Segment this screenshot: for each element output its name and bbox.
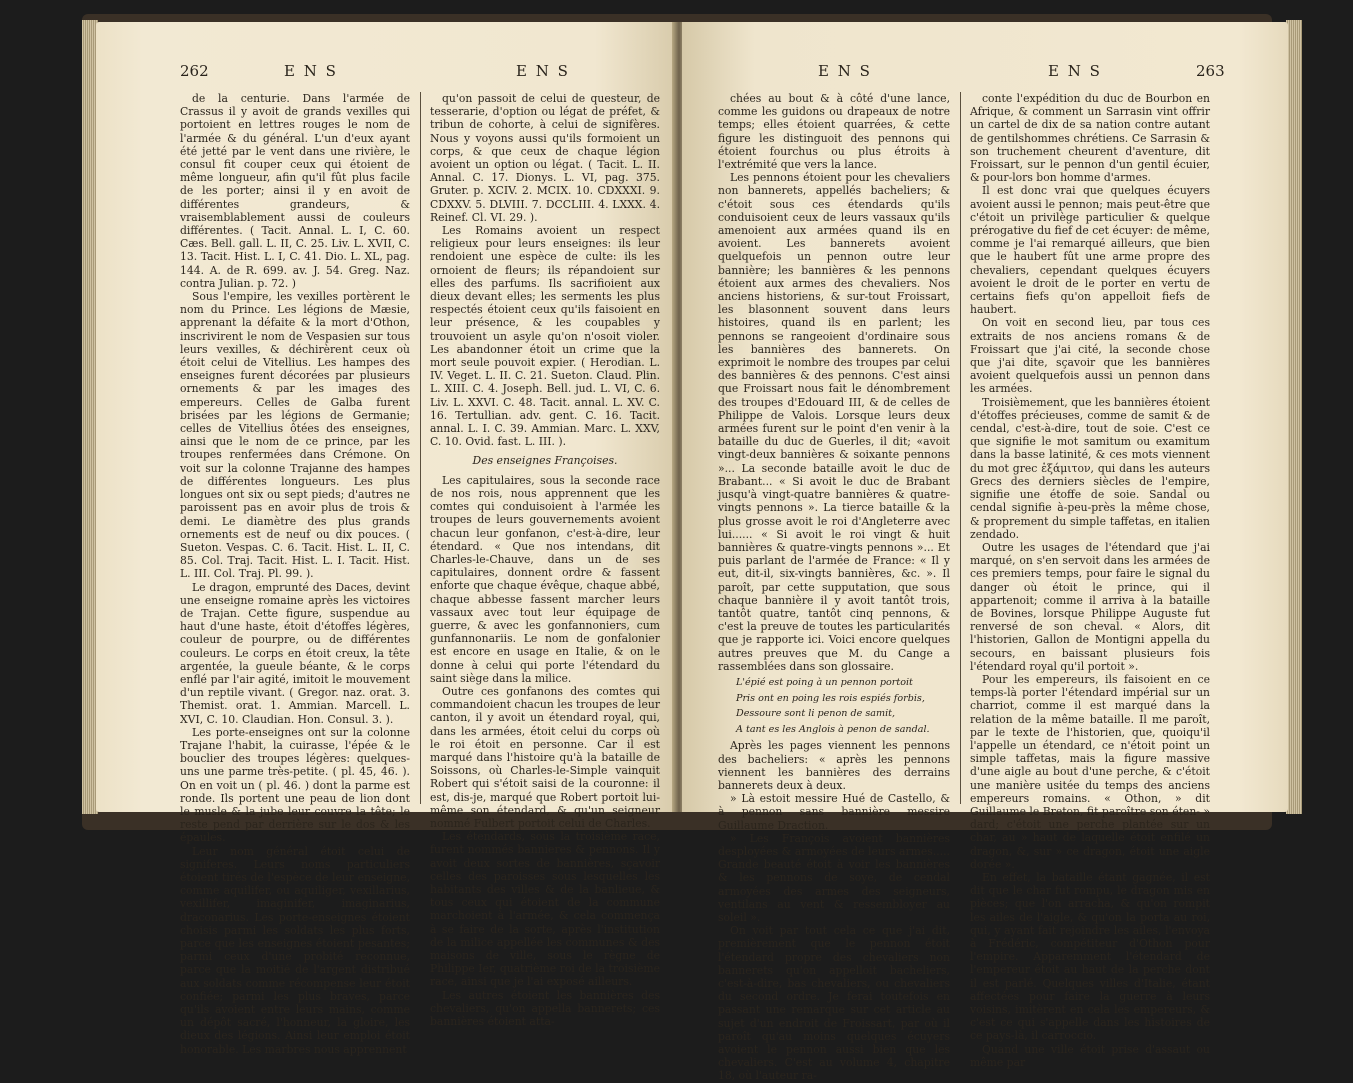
paragraph: Les autres étoient les bannières des chevaliers, qu'on appella bannerets; ces bannières étoient atta- bbox=[430, 988, 660, 1029]
paragraph: Il est donc vrai que quelques écuyers avoient aussi le pennon; mais peut-être que c'étoit un privilège particulier & quelque prérogative du fief de cet écuyer: de même, comme je l'ai remarqué ailleurs, que bien que le haubert fût une arme propre des chevaliers, cependant quelques écuyers avoient le droit de le porter en vertu de certains fiefs qu'on appelloit fiefs de haubert. bbox=[970, 184, 1210, 317]
paragraph: On voit par tout cela ce que j'ai dit, premièrement que le pennon étoit l'étendard propre des chevaliers non bannerets qu'on appelloit bacheliers, c'est-à-dire, bas chevaliers, ou chevaliers du second ordre. Je ferai toutefois en passant une remarque sur cet article au sujet d'un endroit de Froissart, par où il paroît qu'au moins quelques écuyers avoient le pennon aussi bien que les chevaliers. C'est au volume 4, chapitre 18, où l'auteur ra- bbox=[718, 924, 950, 1083]
paragraph: On voit en second lieu, par tous ces extraits de nos anciens romans & de Froissart que j'ai cité, la seconde chose que j'ai dite, sçavoir que les bannières avoient quelquefois aussi un pennon dans les armées. bbox=[970, 316, 1210, 396]
paragraph: Les étendards, sous la troisième race, furent nommés bannieres & pennons. Il y avoit deux sortes de bannières, sçavoir celles des paroisses sous lesquelles les habitants des villes & de la banlieue, & tous ceux qui étoient de la commune marchoient à l'armée, & cela commença à se faire de la sorte, après l'institution de la milice appellée les communes & des maisons de ville, sous le règne de Philippe Ier, quatrième roi de la troisième race, ainsi que je l'ai exposé ailleurs. bbox=[430, 830, 660, 989]
verse-line: Dessoure sont li penon de samit, bbox=[736, 708, 896, 720]
right-page-edges bbox=[1286, 20, 1302, 814]
left-head-word-2: E N S bbox=[516, 62, 570, 80]
left-page bbox=[96, 22, 676, 1056]
right-column-2 bbox=[970, 92, 1210, 1069]
left-column-rule bbox=[420, 92, 421, 804]
paragraph: En effet, la bataille étant gagnée, il est dit que le char fut rompu, le dragon mis en pièces; que l'on arracha, & qu'on rompit les ailes de l'aigle, & qu'on la porta au roi, qui, y ayant fait rejoindre les ailes, l'envoya à Frédéric, compétiteur d'Othon pour l'empire. Apparemment l'étendard de l'empereur étoit au haut de la perche dont il est parlé. Quelques villes d'Italie, étant affectées pour faire la guerre à leurs voisins, imitèrent en cela les empereurs, & c'est ce qui s'appelle dans les histoires de ce pays-là, il carroccio. bbox=[970, 870, 1210, 1043]
paragraph: Outre les usages de l'étendard que j'ai marqué, on s'en servoit dans les armées de ces premiers temps, pour faire le signal du danger où étoit le prince, qui il appartenoit; comme il arriva à la bataille de Bovines, lorsque Philippe Auguste fut renversé de son cheval. « Alors, dit l'historien, Gallon de Montigni appella du secours, en baissant plusieurs fois l'étendard royal qu'il portoit ». bbox=[970, 540, 1210, 673]
paragraph: Les porte-enseignes ont sur la colonne Trajane l'habit, la cuirasse, l'épée & le bouclier des troupes légères: quelques-uns une parme très-petite. ( pl. 45, 46. ). On en voit un ( pl. 46. ) dont la parme est ronde. Ils portent une peau de lion dont le musle & la jube leur couvre la tête; le reste pend par derrière sur le dos & les épaules. bbox=[180, 725, 410, 845]
paragraph: Le dragon, emprunté des Daces, devint une enseigne romaine après les victoires de Trajan. Cette figure, suspendue au haut d'une haste, étoit d'étoffes légères, couleur de pourpre, ou de différentes couleurs. Le corps en étoit creux, la tête argentée, la gueule béante, & le corps enflé par l'air agité, imitoit le mouvement d'un reptile vivant. ( Gregor. naz. orat. 3. Themist. orat. 1. Ammian. Marcell. L. XVI, C. 10. Claudian. Hon. Consul. 3. ). bbox=[180, 580, 410, 726]
right-head-word-1: E N S bbox=[818, 62, 872, 80]
left-column-1 bbox=[180, 92, 410, 1056]
verse-line: Pris ont en poing les rois espiés forbis, bbox=[736, 692, 925, 704]
left-running-head bbox=[96, 62, 676, 88]
paragraph: Sous l'empire, les vexilles portèrent le nom du Prince. Les légions de Mæsie, apprenant la défaite & la mort d'Othon, inscrivirent le nom de Vespasien sur tous leurs vexilles, & déchirèrent ceux où étoit celui de Vitellius. Les hampes des enseignes furent décorées par plusieurs ornements & par les images des empereurs. Celles de Galba furent brisées par les légions de Germanie; celles de Vitellius ôtées des enseignes, ainsi que le nom de ce prince, par les troupes renfermées dans Crémone. On voit sur la colonne Trajanne des hampes de différentes longueurs. Les plus longues ont six ou sept pieds; d'autres ne paroissent pas en avoir plus de trois & demi. Le diamètre des plus grands ornements est de neuf ou dix pouces. ( Sueton. Vespas. C. 6. Tacit. Hist. L. II, C. 85. Col. Traj. Tacit. Hist. L. I. Tacit. Hist. L. III. Col. Traj. Pl. 99. ). bbox=[180, 290, 410, 581]
paragraph: de la centurie. Dans l'armée de Crassus il y avoit de grands vexilles qui portoient en lettres rouges le nom de l'armée & du général. L'un d'eux ayant été jetté par le vent dans une rivière, le consul fit couper ceux qui étoient de même longueur, afin qu'il fût plus facile de les porter; ainsi il y en avoit de différentes grandeurs, & vraisemblablement aussi de couleurs différentes. ( Tacit. Annal. L. I, C. 60. Cæs. Bell. gall. L. II, C. 25. Liv. L. XVII, C. 13. Tacit. Hist. L. I, C. 41. Dio. L. XL, pag. 144. A. de R. 699. av. J. 54. Greg. Naz. contra Julian. p. 72. ) bbox=[180, 92, 410, 290]
verse-line: A tant es les Anglois à penon de sandal. bbox=[736, 723, 930, 735]
paragraph: » Là estoit messire Hué de Castello, & à pennon sans bannière messire Guillaume Draction. bbox=[718, 792, 950, 832]
paragraph: Les pennons étoient pour les chevaliers non bannerets, appellés bacheliers; & c'étoit sous ces étendards qu'ils conduisoient ceux de leurs vassaux qu'ils amenoient aux armées quand ils en avoient. Les bannerets avoient quelquefois un pennon outre leur bannière; les bannières & les pennons étoient aux armes des chevaliers. Nos anciens historiens, & sur-tout Froissart, les blasonnent souvent dans leurs histoires, quand ils en parlent; les pennons se rangeoient d'ordinaire sous les bannières des bannerets. On exprimoit le nombre des troupes par celui des bannières & des pennons. C'est ainsi que Froissart nous fait le dénombrement des troupes d'Edouard III, & de celles de Philippe de Valois. Lorsque leurs deux armées furent sur le point d'en venir à la bataille du duc de Guerles, il dit; «avoit vingt-deux bannières & soixante pennons »... La seconde bataille avoit le duc de Brabant... « Si avoit le duc de Brabant jusqu'à vingt-quatre bannières & quatre-vingts pennons ». La tierce bataille & la plus grosse avoit le roi d'Angleterre avec lui...... « Si avoit le roi vingt & huit bannières & quatre-vingts pennons »... Et puis parlant de l'armée de France: « Il y eut, dit-il, six-vingts bannières, &c. ». Il paroît, par cette supputation, que sous chaque bannière il y avoit tantôt trois, tantôt quatre, tantôt cinq pennons, & c'est la preuve de toutes les particularités que je rapporte ici. Voici encore quelques autres preuves que M. du Cange a rassemblées dans son glossaire. bbox=[718, 171, 950, 673]
right-column-1 bbox=[718, 92, 950, 1083]
paragraph: Leur nom général étoit celui de signiferes. Leurs noms particuliers étoient tirés de l'espèce de leur enseigne, comme aquilifer, ou aquiliger, vexillarius, vexillifer, imaginifer, imaginarius, draconarius. Les porte-enseignes étoient choisis parmi les soldats les plus forts, parce que les enseignes étoient pesantes; parmi ceux d'une probité reconnue, parce que la moitié de l'argent distribué aux soldats comme récompense leur étoit confiée; parmi les plus braves, parce qu'ils avoient entre leurs mains, comme un dépôt sacré, l'honneur, la gloire, les dieux des légions. Ainsi leur emploi étoit honorable. Les marbres nous apprennent bbox=[180, 844, 410, 1056]
paragraph: Les capitulaires, sous la seconde race de nos rois, nous apprennent que les comtes qui conduisoient à l'armée les troupes de leurs gouvernements avoient chacun leur gonfanon, c'est-à-dire, leur étendard. « Que nos intendans, dit Charles-le-Chauve, dans un de ses capitulaires, donnent ordre & fassent enforte que chaque évêque, chaque abbé, chaque abbesse fassent marcher leurs vassaux avec tout leur équipage de guerre, & avec les gonfannoniers, cum gunfannonariis. Le nom de gonfalonier est encore en usage en Italie, & on le donne à celui qui porte l'étendard du saint siège dans la milice. bbox=[430, 473, 660, 685]
paragraph: chées au bout & à côté d'une lance, comme les guidons ou drapeaux de notre temps; elles étoient quarrées, & cette figure les distinguoit des pennons qui étoient fourchus ou plus étroits à l'extrémité que vers la lance. bbox=[718, 92, 950, 172]
verse-line: L'épié est poing à un pennon portoit bbox=[736, 676, 913, 688]
paragraph: qu'on passoit de celui de questeur, de tesserarie, d'option ou légat de préfet, & tribun de cohorte, à celui de signifères. Nous y voyons aussi qu'ils formoient un corps, & que ceux de chaque légion avoient un option ou légat. ( Tacit. L. II. Annal. C. 17. Dionys. L. VI, pag. 375. Gruter. p. XCIV. 2. MCIX. 10. CDXXXI. 9. CDXXV. 5. DLVIII. 7. DCCLIII. 4. LXXX. 4. Reinef. Cl. VI. 29. ). bbox=[430, 92, 660, 224]
section-heading: Des enseignes Françoises. bbox=[472, 454, 618, 468]
paragraph: conte l'expédition du duc de Bourbon en Afrique, & comment un Sarrasin vint offrir un cartel de dix de sa nation contre autant de gentilshommes chrétiens. Ce Sarrasin & son truchement cheurent d'aventure, dit Froissart, sur le pennon d'un gentil écuier, & pour-lors bon homme d'armes. bbox=[970, 92, 1210, 185]
right-column-rule bbox=[960, 92, 961, 804]
paragraph: Quand une ville étoit prise d'assaut ou même par bbox=[970, 1042, 1210, 1069]
right-head-word-2: E N S bbox=[1048, 62, 1102, 80]
paragraph: Après les pages viennent les pennons des bacheliers: « après les pennons viennent les bannières des derrains bannerets deux à deux. bbox=[718, 739, 950, 792]
right-page-number: 263 bbox=[1196, 62, 1225, 80]
paragraph: Les Romains avoient un respect religieux pour leurs enseignes: ils leur rendoient une espèce de culte: ils les ornoient de fleurs; ils répandoient sur elles des parfums. Ils sacrifioient aux dieux devant elles; les serments les plus respectés étoient ceux qu'ils faisoient en leur présence, & les coupables y trouvoient un asyle qu'on n'osoit violer. Les abandonner étoit un crime que la mort seule pouvoit expier. ( Herodian. L. IV. Veget. L. II. C. 21. Sueton. Claud. Plin. L. XIII. C. 4. Joseph. Bell. jud. L. VI, C. 6. Liv. L. XXVI. C. 48. Tacit. annal. L. XV. C. 16. Tertullian. adv. gent. C. 16. Tacit. annal. L. I. C. 39. Ammian. Marc. L. XXV, C. 10. Ovid. fast. L. III. ). bbox=[430, 224, 660, 449]
left-head-word-1: E N S bbox=[284, 62, 338, 80]
left-page-number: 262 bbox=[180, 62, 209, 80]
paragraph: Pour les empereurs, ils faisoient en ce temps-là porter l'étendard impérial sur un charriot, comme il est marqué dans la relation de la même bataille. Il me paroît, par le texte de l'historien, que, quoiqu'il l'appelle un étendard, ce n'étoit point un simple taffetas, mais la figure massive d'une aigle au bout d'une perche, & c'étoit une manière usitée du temps des anciens empereurs romains. « Othon, » dit Guillaume le Breton, fit paroître son éten- » dard; c'étoit une perche plantée sur un char, au » haut de laquelle étoit enfilé un dragon, &, sur » ce dragon, étoit une aigle dorée ». bbox=[970, 672, 1210, 871]
paragraph: » Les François avoient bannières desployées & armoyées de leurs armes..... Grande beauté étoit à voir les bannières & les pennons de soye, de cendal armoyées des armes des seigneurs, ventilans au vent & ressembloyer au soleil ». bbox=[718, 831, 950, 924]
left-column-2 bbox=[430, 92, 660, 1029]
paragraph: Troisièmement, que les bannières étoient d'étoffes précieuses, comme de samit & de cendal, c'est-à-dire, tout de soie. C'est ce que signifie le mot samitum ou examitum dans la basse latinité, & ces mots viennent du mot grec ἑξάμιτον, qui dans les auteurs Grecs des derniers siècles de l'empire, signifie une étoffe de soie. Sandal ou cendal signifie à-peu-près la même chose, & proprement du simple taffetas, en italien zendado. bbox=[970, 395, 1210, 541]
right-page bbox=[682, 22, 1288, 1083]
paragraph: Outre ces gonfanons des comtes qui commandoient chacun les troupes de leur canton, il y avoit un étendard royal, qui, dans les armées, étoit celui du corps où le roi étoit en personne. Car il est marqué dans l'histoire qu'à la bataille de Soissons, où Charles-le-Simple vainquit Robert qui s'étoit saisi de la couronne: il est, dis-je, marqué que Robert portoit lui-même son étendard, & qu'un seigneur nommé Fulbert portoit celui de Charles. bbox=[430, 684, 660, 830]
right-running-head bbox=[682, 62, 1288, 88]
